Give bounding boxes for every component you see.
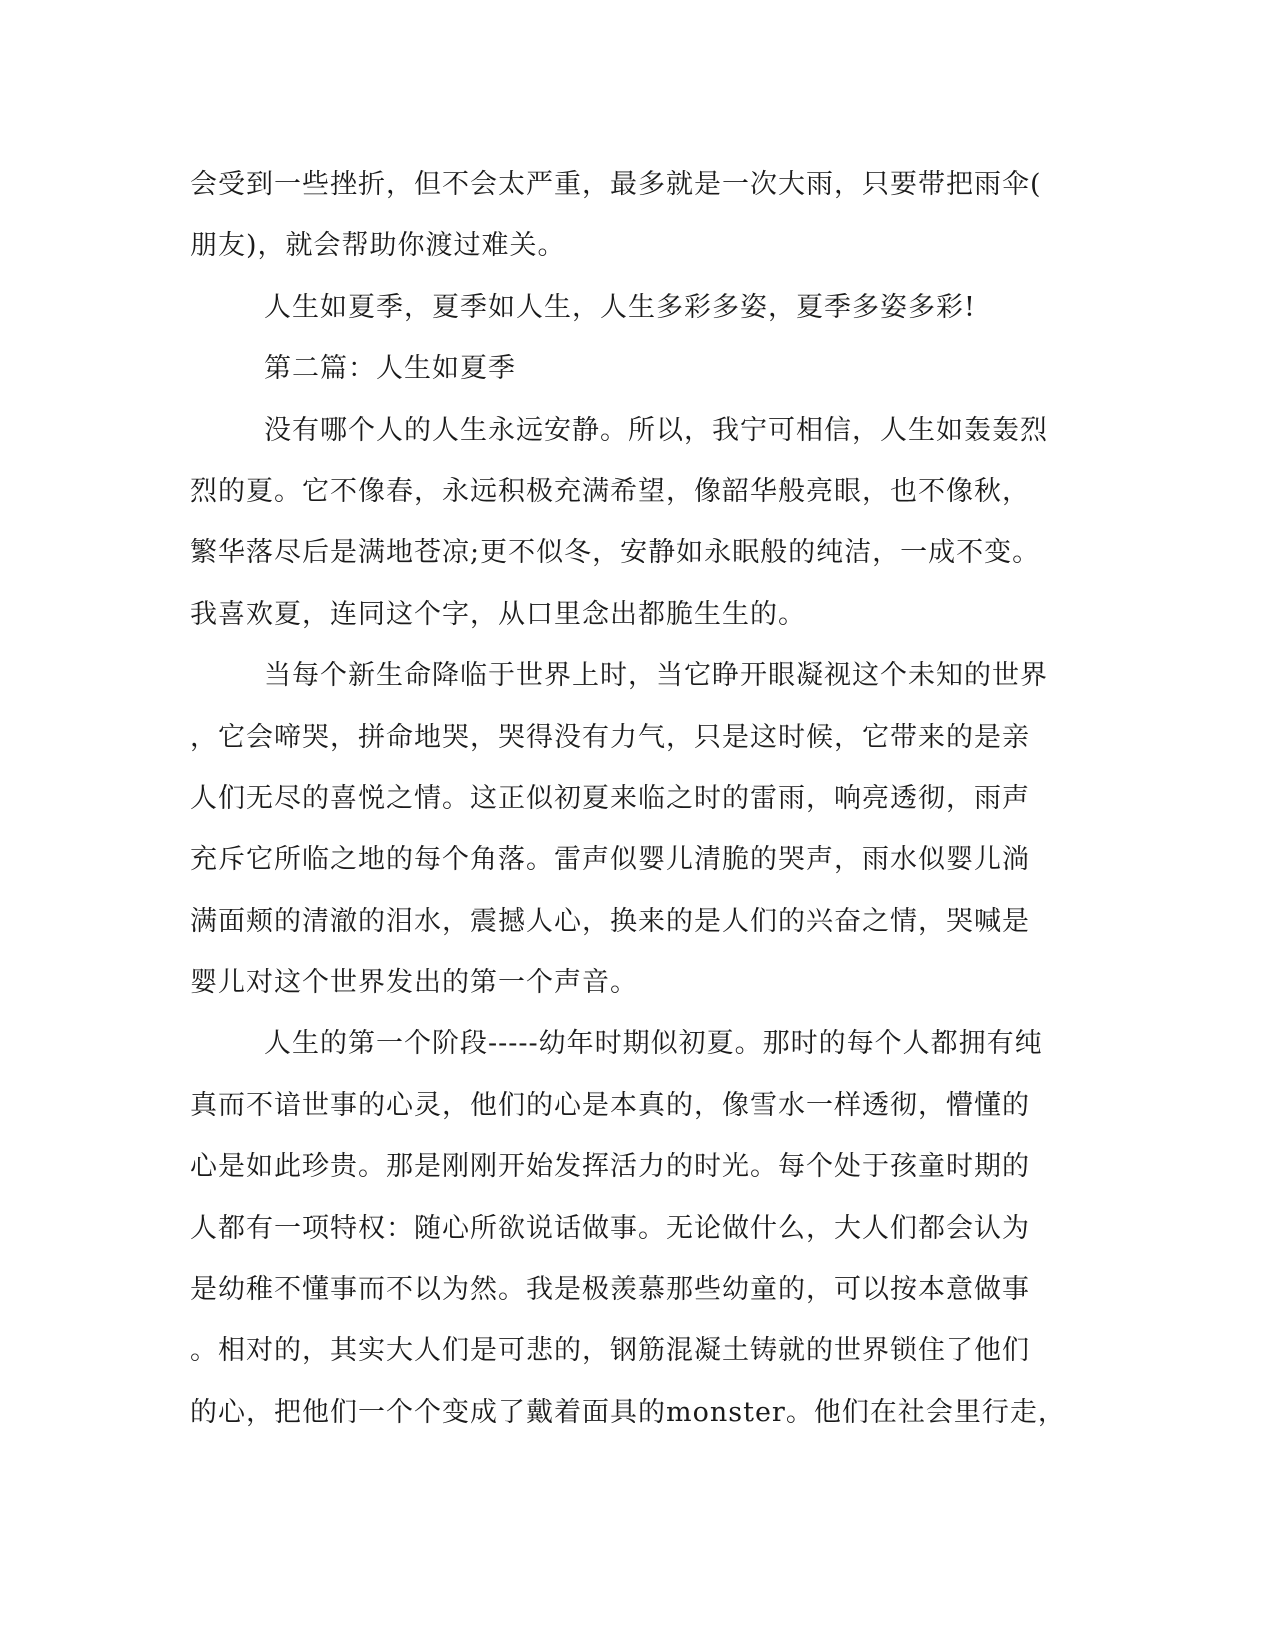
text-line: 当每个新生命降临于世界上时，当它睁开眼凝视这个未知的世界 [264, 660, 1048, 692]
text-line: 满面颊的清澈的泪水，震撼人心，换来的是人们的兴奋之情，哭喊是 [190, 905, 1030, 937]
text-line: 。相对的，其实大人们是可悲的，钢筋混凝土铸就的世界锁住了他们 [190, 1335, 1030, 1367]
text-line: 是幼稚不懂事而不以为然。我是极羡慕那些幼童的，可以按本意做事 [190, 1274, 1030, 1306]
text-line: 繁华落尽后是满地苍凉;更不似冬，安静如永眠般的纯洁，一成不变。 [190, 537, 1041, 569]
text-line: 人生的第一个阶段-----幼年时期似初夏。那时的每个人都拥有纯 [264, 1028, 1043, 1060]
text-line: 的心，把他们一个个变成了戴着面具的monster。他们在社会里行走， [190, 1396, 1066, 1428]
document-body [190, 154, 1080, 1443]
text-line: 充斥它所临之地的每个角落。雷声似婴儿清脆的哭声，雨水似婴儿淌 [190, 844, 1030, 876]
text-line: 人生如夏季，夏季如人生，人生多彩多姿，夏季多姿多彩! [264, 291, 976, 323]
section-heading: 第二篇：人生如夏季 [264, 353, 516, 385]
text-line: 烈的夏。它不像春，永远积极充满希望，像韶华般亮眼，也不像秋， [190, 475, 1030, 507]
text-line: 朋友)，就会帮助你渡过难关。 [190, 230, 566, 262]
text-line: 真而不谙世事的心灵，他们的心是本真的，像雪水一样透彻，懵懂的 [190, 1089, 1030, 1121]
text-line: 人都有一项特权：随心所欲说话做事。无论做什么，大人们都会认为 [190, 1212, 1030, 1244]
text-line: 人们无尽的喜悦之情。这正似初夏来临之时的雷雨，响亮透彻，雨声 [190, 782, 1030, 814]
text-line: 我喜欢夏，连同这个字，从口里念出都脆生生的。 [190, 598, 806, 630]
text-line: 会受到一些挫折，但不会太严重，最多就是一次大雨，只要带把雨伞( [190, 169, 1042, 200]
text-line: 没有哪个人的人生永远安静。所以，我宁可相信，人生如轰轰烈 [264, 414, 1048, 446]
text-line: 婴儿对这个世界发出的第一个声音。 [190, 967, 638, 999]
text-line: ，它会啼哭，拼命地哭，哭得没有力气，只是这时候，它带来的是亲 [190, 721, 1030, 753]
text-line: 心是如此珍贵。那是刚刚开始发挥活力的时光。每个处于孩童时期的 [190, 1151, 1030, 1183]
